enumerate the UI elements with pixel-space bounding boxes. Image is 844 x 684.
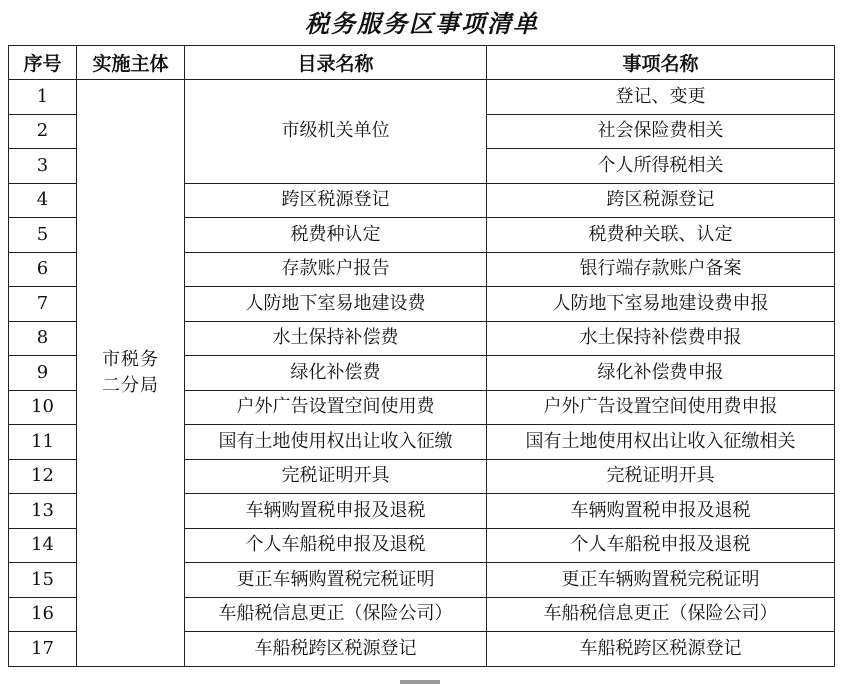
- item-cell: 车辆购置税申报及退税: [487, 494, 835, 529]
- category-cell: 更正车辆购置税完税证明: [185, 563, 487, 598]
- category-cell: 完税证明开具: [185, 459, 487, 494]
- row-number: 8: [9, 321, 77, 356]
- row-number: 17: [9, 632, 77, 667]
- row-number: 6: [9, 252, 77, 287]
- category-cell: 跨区税源登记: [185, 183, 487, 218]
- row-number: 11: [9, 425, 77, 460]
- category-cell: 水土保持补偿费: [185, 321, 487, 356]
- item-cell: 人防地下室易地建设费申报: [487, 287, 835, 322]
- item-cell: 登记、变更: [487, 80, 835, 115]
- row-number: 12: [9, 459, 77, 494]
- header-no: 序号: [9, 46, 77, 80]
- row-number: 9: [9, 356, 77, 391]
- category-cell: 车船税信息更正（保险公司）: [185, 597, 487, 632]
- category-cell: 存款账户报告: [185, 252, 487, 287]
- row-number: 3: [9, 149, 77, 184]
- item-cell: 更正车辆购置税完税证明: [487, 563, 835, 598]
- item-cell: 车船税信息更正（保险公司）: [487, 597, 835, 632]
- row-number: 1: [9, 80, 77, 115]
- item-cell: 完税证明开具: [487, 459, 835, 494]
- header-item: 事项名称: [487, 46, 835, 80]
- bottom-scroll-indicator: [400, 680, 440, 684]
- category-cell: 车辆购置税申报及退税: [185, 494, 487, 529]
- row-number: 16: [9, 597, 77, 632]
- category-cell: 个人车船税申报及退税: [185, 528, 487, 563]
- row-number: 10: [9, 390, 77, 425]
- header-org: 实施主体: [77, 46, 185, 80]
- item-cell: 国有土地使用权出让收入征缴相关: [487, 425, 835, 460]
- category-cell: 国有土地使用权出让收入征缴: [185, 425, 487, 460]
- row-number: 14: [9, 528, 77, 563]
- header-category: 目录名称: [185, 46, 487, 80]
- item-cell: 水土保持补偿费申报: [487, 321, 835, 356]
- table-body: [9, 80, 835, 667]
- item-cell: 户外广告设置空间使用费申报: [487, 390, 835, 425]
- implementing-body-line-2: 二分局: [102, 374, 159, 396]
- table-row: [9, 80, 835, 115]
- category-cell: 户外广告设置空间使用费: [185, 390, 487, 425]
- item-cell: 社会保险费相关: [487, 114, 835, 149]
- category-cell-merged: 市级机关单位: [185, 80, 487, 184]
- item-cell: 绿化补偿费申报: [487, 356, 835, 391]
- category-cell: 人防地下室易地建设费: [185, 287, 487, 322]
- item-cell: 个人所得税相关: [487, 149, 835, 184]
- page-title: 税务服务区事项清单: [305, 9, 539, 38]
- item-cell: 税费种关联、认定: [487, 218, 835, 253]
- table-header-row: [9, 46, 835, 80]
- category-cell: 车船税跨区税源登记: [185, 632, 487, 667]
- row-number: 5: [9, 218, 77, 253]
- row-number: 7: [9, 287, 77, 322]
- item-cell: 个人车船税申报及退税: [487, 528, 835, 563]
- item-cell: 银行端存款账户备案: [487, 252, 835, 287]
- item-cell: 车船税跨区税源登记: [487, 632, 835, 667]
- row-number: 2: [9, 114, 77, 149]
- row-number: 13: [9, 494, 77, 529]
- row-number: 4: [9, 183, 77, 218]
- category-cell: 税费种认定: [185, 218, 487, 253]
- category-cell: 绿化补偿费: [185, 356, 487, 391]
- implementing-body-line-1: 市税务: [102, 348, 159, 370]
- service-items-table: [8, 45, 835, 667]
- item-cell: 跨区税源登记: [487, 183, 835, 218]
- row-number: 15: [9, 563, 77, 598]
- implementing-body-cell: [77, 80, 185, 667]
